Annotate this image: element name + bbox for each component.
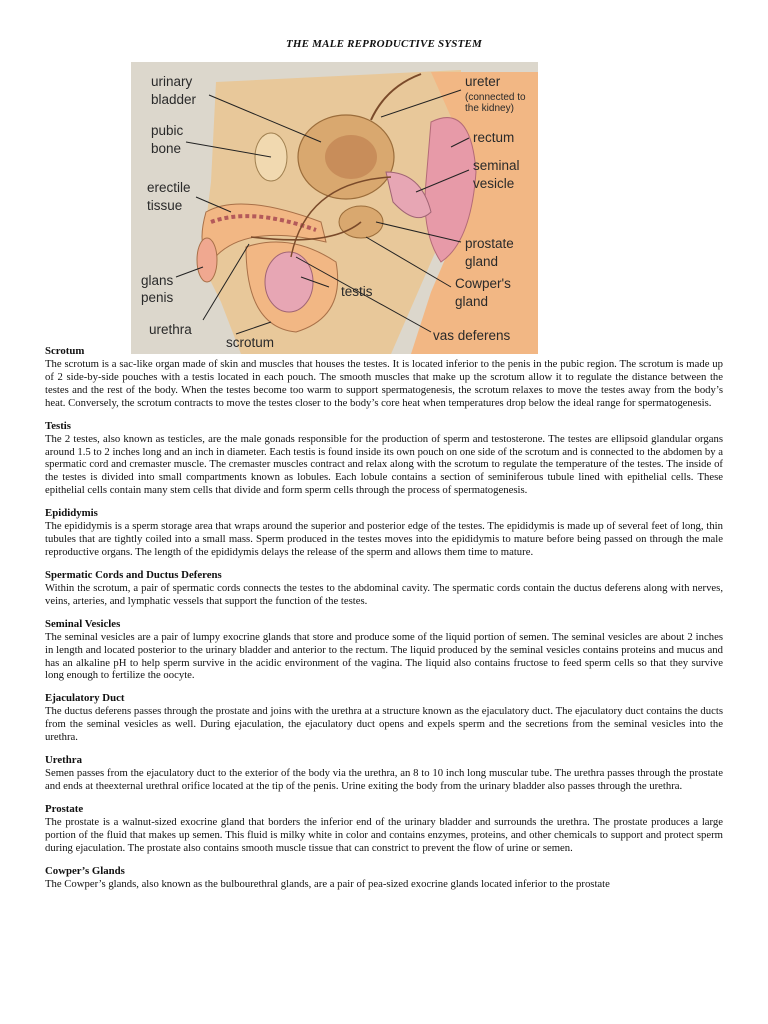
section-prostate	[45, 803, 723, 855]
label-glans: glans	[141, 273, 174, 288]
section-paragraph: Semen passes from the ejaculatory duct to the exterior of the body via the urethra, an 8 to 10 inch long muscular tube. The urethra passes through the prostate and ends at theexternal urethral orifice located at the tip of the penis. Urine exiting the body from the urinary bladder also passes through the urethra.	[45, 767, 723, 792]
section-heading: Spermatic Cords and Ductus Deferens	[45, 568, 222, 581]
label-ureter-note-2: the kidney)	[465, 103, 514, 114]
section-spermatic-cords	[45, 569, 723, 608]
section-cowpers-glands	[45, 865, 723, 891]
section-heading: Seminal Vesicles	[45, 617, 121, 630]
label-cowpers-gland: gland	[455, 294, 489, 309]
label-urethra: urethra	[149, 322, 192, 337]
label-bone: bone	[151, 141, 182, 156]
section-heading: Epididymis	[45, 507, 98, 520]
label-tissue: tissue	[147, 198, 183, 213]
label-ureter-note-1: (connected to	[465, 92, 526, 103]
label-vesicle: vesicle	[473, 176, 515, 191]
section-scrotum	[45, 345, 723, 410]
section-paragraph: The seminal vesicles are a pair of lumpy exocrine glands that store and produce some of the liquid portion of semen. The seminal vesicles are about 2 inches in length and located posterior to the urinary bladder and anterior to the rectum. The liquid produced by the seminal vesicles contains proteins and mucus and has an alkaline pH to help sperm survive in the acidic environment of the vagina. The liquid also contains fructose to feed sperm cells so that they survive long enough to fertilize the oocyte.	[45, 630, 723, 682]
section-paragraph: Within the scrotum, a pair of spermatic cords connects the testes to the abdominal cavity. The spermatic cords contain the ductus deferens along with nerves, veins, arteries, and lymphatic vessels that support the function of the testes.	[45, 581, 723, 607]
label-prostate: prostate	[465, 236, 514, 251]
section-paragraph: The prostate is a walnut-sized exocrine gland that borders the inferior end of the urinary bladder and surrounds the urethra. The prostate produces a large portion of the fluid that makes up semen. This fluid is milky white in color and contains enzymes, proteins, and other chemicals to support and protect sperm during ejaculation. The prostate also contains smooth muscle tissue that can constrict to prevent the flow of urine or semen.	[45, 815, 723, 854]
section-heading: Testis	[45, 419, 72, 432]
section-ejaculatory-duct	[45, 692, 723, 744]
label-penis: penis	[141, 290, 174, 305]
label-rectum: rectum	[473, 130, 515, 145]
section-heading: Urethra	[45, 754, 82, 767]
document-title: THE MALE REPRODUCTIVE SYSTEM	[286, 38, 482, 50]
section-paragraph: The 2 testes, also known as testicles, are the male gonads responsible for the production of sperm and testosterone. The testes are ellipsoid glandular organs around 1.5 to 2 inches long and an inch in diameter. Each testis is found inside its own pouch on one side of the scrotum and is connected to the abdomen by a spermatic cord and cremaster muscle. The cremaster muscles contract and relax along with the scrotum to regulate the temperature of the testes. The inside of the testes is divided into small compartments known as lobules. Each lobule contains a section of seminiferous tubule lined with epithelial cells. These epithelial cells contain many stem cells that divide and form sperm cells through the process of spermatogenesis.	[45, 432, 723, 497]
label-prostate-gland: gland	[465, 254, 499, 269]
label-ureter: ureter	[465, 74, 501, 89]
label-cowpers: Cowper's	[455, 276, 511, 291]
document-body	[45, 345, 723, 900]
anatomy-diagram	[131, 62, 538, 354]
section-paragraph: The ductus deferens passes through the prostate and joins with the urethra at a structure known as the ejaculatory duct. The ejaculatory duct contains the ducts from the seminal vesicles as well. During ejaculation, the ejaculatory duct opens and expels sperm and the secretions from the seminal vesicles into the urethra.	[45, 705, 723, 744]
label-seminal: seminal	[473, 158, 520, 173]
section-epididymis	[45, 507, 723, 559]
section-paragraph: The epididymis is a sperm storage area that wraps around the superior and posterior edge of the testes. The epididymis is made up of several feet of long, thin tubules that are tightly coiled into a small mass. Sperm produced in the testes moves into the epididymis to mature before being passed on through the male reproductive organs. The length of the epididymis delays the release of the sperm and allows them time to mature.	[45, 520, 723, 558]
label-scrotum: scrotum	[226, 335, 275, 350]
glans-shape	[197, 238, 217, 282]
section-heading: Scrotum	[45, 345, 85, 357]
label-bladder: bladder	[151, 92, 197, 107]
section-paragraph: The scrotum is a sac-like organ made of skin and muscles that houses the testes. It is located inferior to the penis in the pubic region. The scrotum is made up of 2 side-by-side pouches with a testis located in each pouch. The smooth muscles that make up the scrotum allow it to regulate the distance between the testes and the rest of the body. When the testes become too warm to support spermatogenesis, the scrotum relaxes to move the testes away from the body’s heat. Conversely, the scrotum contracts to move the testes closer to the body’s core heat when temperatures drop below the ideal range for spermatogenesis.	[45, 358, 723, 409]
section-seminal-vesicles	[45, 618, 723, 683]
bladder-inner	[325, 135, 377, 179]
label-urinary: urinary	[151, 74, 193, 89]
label-pubic: pubic	[151, 123, 184, 138]
label-testis: testis	[341, 284, 373, 299]
section-heading: Prostate	[45, 802, 84, 815]
label-erectile: erectile	[147, 180, 191, 195]
section-paragraph: The Cowper’s glands, also known as the bulbourethral glands, are a pair of pea-sized exocrine glands located inferior to the prostate	[45, 877, 610, 890]
label-vas-deferens: vas deferens	[433, 328, 511, 343]
section-urethra	[45, 754, 723, 793]
section-testis	[45, 420, 723, 498]
section-heading: Ejaculatory Duct	[45, 692, 125, 705]
testis-shape	[265, 252, 313, 312]
section-heading: Cowper’s Glands	[45, 864, 125, 877]
